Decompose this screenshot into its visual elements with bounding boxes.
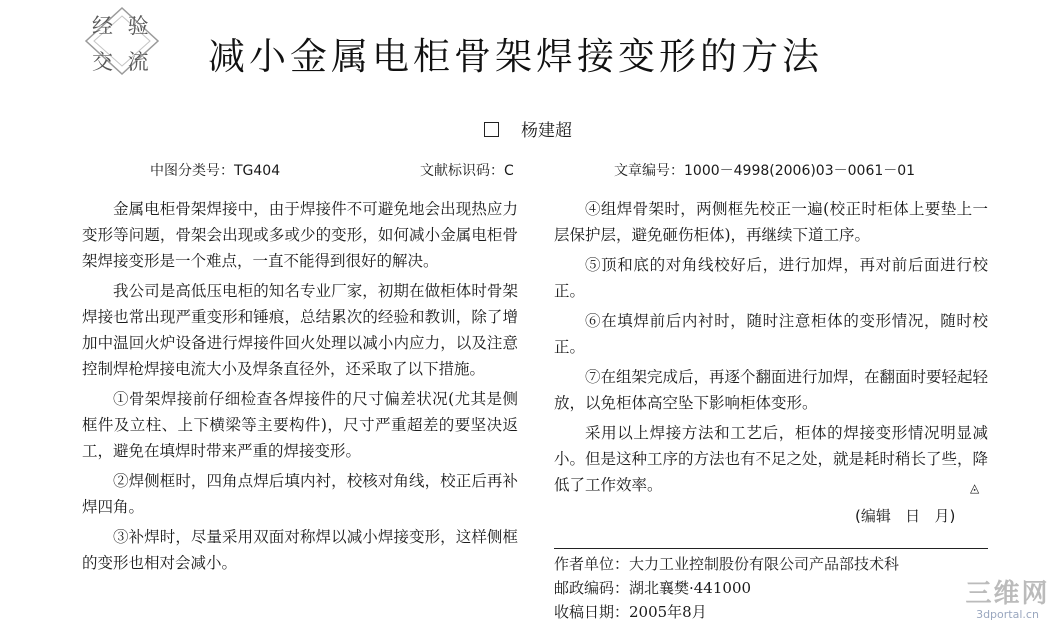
- postal-code: 邮政编码：湖北襄樊·441000: [554, 579, 752, 597]
- author-affiliation: 作者单位：大力工业控制股份有限公司产品部技术科: [554, 555, 900, 573]
- paragraph: ⑦在组架完成后，再逐个翻面进行加焊，在翻面时要轻起轻放，以免柜体高空坠下影响柜体变形。: [554, 368, 989, 412]
- article-title: 减小金属电柜骨架焊接变形的方法: [208, 35, 823, 78]
- author-name: 杨建超: [521, 121, 572, 141]
- right-column: [554, 196, 988, 502]
- paragraph: 金属电柜骨架焊接中，由于焊接件不可避免地会出现热应力变形等问题，骨架会出现或多或少的变形，如何减小金属电柜骨架焊接变形是一个难点，一直不能得到很好的解决。: [82, 200, 518, 270]
- document-code: 文献标识码：C: [420, 163, 514, 179]
- badge-line-2: 交 流: [92, 50, 153, 74]
- end-mark-icon: ◬: [970, 481, 980, 495]
- article-number: 文章编号：1000－4998(2006)03－0061－01: [614, 163, 916, 179]
- paragraph: ①骨架焊接前仔细检查各焊接件的尺寸偏差状况(尤其是侧框件及立柱、上下横梁等主要构件)，尺寸严重超差的要坚决返工，避免在填焊时带来严重的焊接变形。: [82, 390, 518, 460]
- author-box-icon: [484, 122, 499, 137]
- paragraph: ⑥在填焊前后内衬时，随时注意柜体的变形情况，随时校正。: [554, 312, 988, 356]
- classification-number: 中图分类号：TG404: [150, 163, 281, 179]
- badge-line-1: 经 验: [92, 14, 153, 38]
- paragraph: ②焊侧框时，四角点焊后填内衬，校核对角线，校正后再补焊四角。: [82, 472, 518, 516]
- received-date: 收稿日期：2005年8月: [554, 603, 707, 621]
- watermark: [960, 580, 1055, 622]
- paragraph: ④组焊骨架时，两侧框先校正一遍(校正时柜体上要垫上一层保护层，避免砸伤柜体)，再继续下道工序。: [554, 200, 988, 244]
- editor-note: (编辑 日 月): [855, 507, 956, 525]
- footer-divider: [554, 548, 988, 549]
- paragraph: 采用以上焊接方法和工艺后，柜体的焊接变形情况明显减小。但是这种工序的方法也有不足之处，就是耗时稍长了些，降低了工作效率。: [554, 424, 989, 494]
- watermark-url: 3dportal.cn: [976, 608, 1039, 621]
- section-badge: [84, 6, 160, 76]
- author-info-footer: [554, 552, 899, 624]
- paragraph: ③补焊时，尽量采用双面对称焊以减小焊接变形，这样侧框的变形也相对会减小。: [82, 528, 518, 572]
- watermark-logo: 三维网: [965, 579, 1050, 609]
- paragraph: ⑤顶和底的对角线校好后，进行加焊，再对前后面进行校正。: [554, 256, 988, 300]
- author-line: [484, 116, 572, 141]
- left-column: [82, 196, 518, 580]
- paragraph: 我公司是高低压电柜的知名专业厂家，初期在做柜体时骨架焊接也常出现严重变形和锤痕，总结累次的经验和教训，除了增加中温回火炉设备进行焊接件回火处理以减小内应力，以及注意控制焊枪焊接电流大小及焊条直径外，还采取了以下措施。: [82, 282, 518, 378]
